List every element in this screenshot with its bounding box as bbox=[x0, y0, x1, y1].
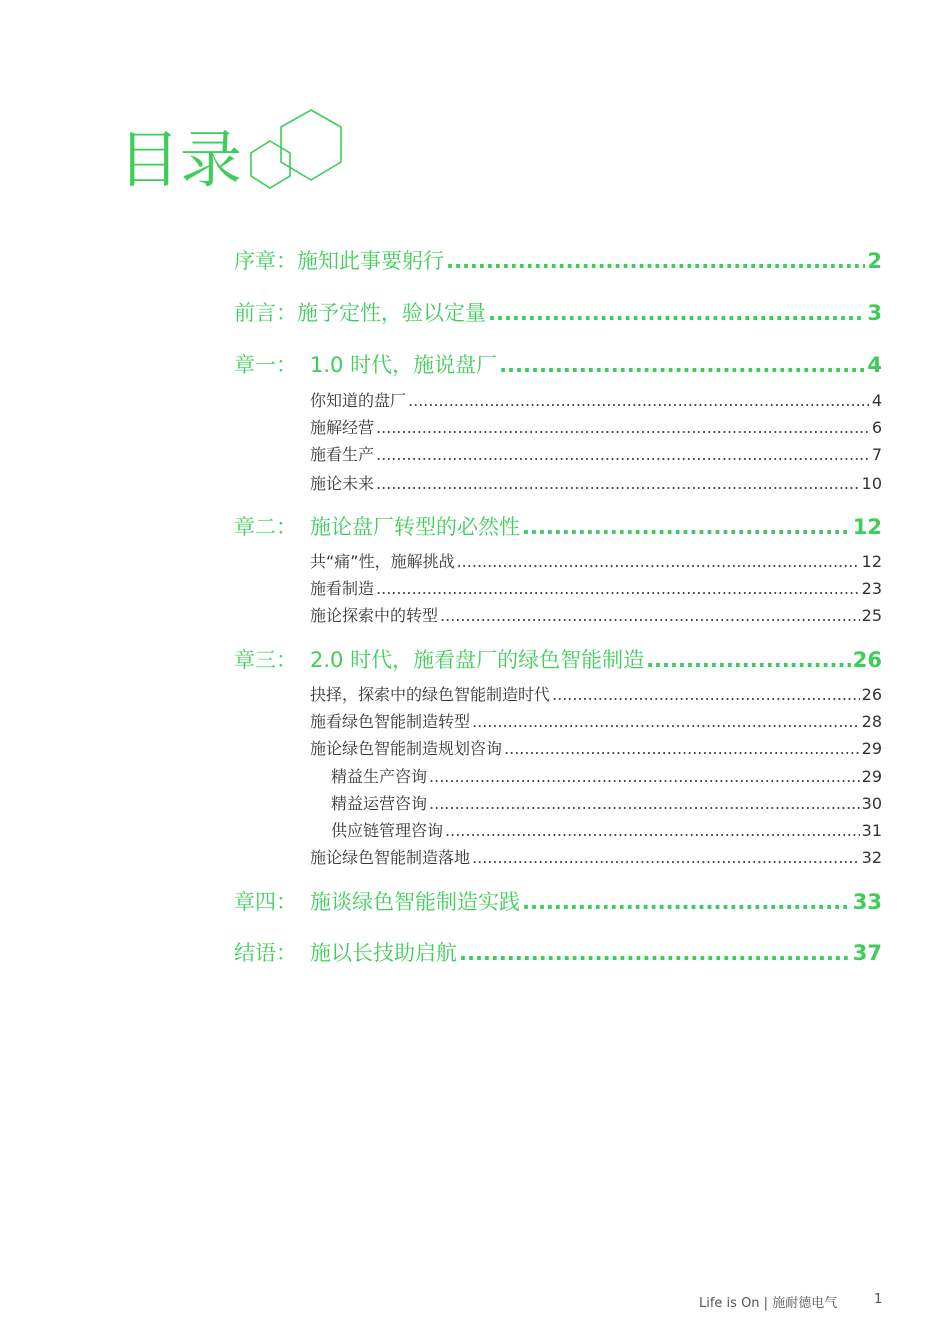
toc-entry-chapter-1[interactable] bbox=[234, 349, 882, 379]
dot-leader bbox=[522, 890, 851, 914]
toc-page-number: 3 bbox=[867, 301, 882, 325]
toc-subentry-label: 供应链管理咨询 bbox=[331, 821, 444, 840]
toc-subentry[interactable] bbox=[310, 682, 882, 705]
dot-leader bbox=[499, 353, 865, 377]
toc-page-number: 12 bbox=[861, 552, 882, 571]
chapter-prefix: 章二： bbox=[234, 515, 297, 539]
toc-page-number: 23 bbox=[861, 579, 882, 598]
toc-entry-chapter-2[interactable] bbox=[234, 511, 882, 541]
toc-entry-label: 施谈绿色智能制造实践 bbox=[310, 890, 520, 914]
toc-page-number: 26 bbox=[861, 685, 882, 704]
toc-page-number: 32 bbox=[861, 848, 882, 867]
toc-page-number: 30 bbox=[861, 794, 882, 813]
toc-entry-chapter-4[interactable] bbox=[234, 886, 882, 916]
toc-subentry-label: 抉择，探索中的绿色智能制造时代 bbox=[310, 685, 551, 704]
toc-subentry-label: 你知道的盘厂 bbox=[310, 391, 407, 410]
title-block bbox=[118, 103, 358, 198]
toc-entry-label: 施论盘厂转型的必然性 bbox=[310, 515, 520, 539]
chapter-prefix: 结语： bbox=[234, 941, 297, 965]
dot-leader bbox=[504, 739, 860, 758]
dot-leader bbox=[646, 648, 851, 672]
dot-leader bbox=[376, 474, 860, 493]
toc-page-number: 33 bbox=[852, 890, 882, 914]
toc-entry-label: 序章：施知此事要躬行 bbox=[234, 249, 444, 273]
toc-page-number: 2 bbox=[867, 249, 882, 273]
toc-entry-conclusion[interactable] bbox=[234, 937, 882, 967]
toc-subentry[interactable] bbox=[310, 709, 882, 732]
toc-subentry[interactable] bbox=[310, 576, 882, 599]
toc-page-number: 4 bbox=[871, 391, 882, 410]
toc-subentry-label: 施看生产 bbox=[310, 445, 375, 464]
dot-leader bbox=[522, 515, 851, 539]
dot-leader bbox=[472, 712, 860, 731]
toc-subentry[interactable] bbox=[310, 471, 882, 494]
toc-subentry-label: 施论未来 bbox=[310, 474, 375, 493]
toc-page-number: 25 bbox=[861, 606, 882, 625]
toc-page-number: 26 bbox=[852, 648, 882, 672]
toc-subentry[interactable] bbox=[310, 845, 882, 868]
footer-brand: Life is On | 施耐德电气 bbox=[699, 1296, 838, 1311]
toc-entry-preface[interactable] bbox=[234, 245, 882, 275]
dot-leader bbox=[445, 821, 860, 840]
toc-subentry-label: 施看绿色智能制造转型 bbox=[310, 712, 471, 731]
toc-subentry[interactable] bbox=[310, 549, 882, 572]
chapter-prefix: 章四： bbox=[234, 890, 297, 914]
toc-subentry[interactable] bbox=[310, 603, 882, 626]
toc-page-number: 12 bbox=[852, 515, 882, 539]
toc-subentry[interactable] bbox=[310, 415, 882, 438]
toc-entry-foreword[interactable] bbox=[234, 297, 882, 327]
toc-subentry-label: 精益生产咨询 bbox=[331, 767, 428, 786]
toc-page-number: 29 bbox=[861, 739, 882, 758]
chapter-prefix: 章三： bbox=[234, 648, 297, 672]
dot-leader bbox=[408, 391, 870, 410]
toc-entry-label: 前言：施予定性，验以定量 bbox=[234, 301, 486, 325]
dot-leader bbox=[429, 794, 860, 813]
hexagon-logo-icon bbox=[248, 103, 358, 198]
toc-subentry[interactable] bbox=[310, 442, 882, 465]
toc-page-number: 29 bbox=[861, 767, 882, 786]
toc-subentry-label: 共“痛”性，施解挑战 bbox=[310, 552, 455, 571]
toc-entry-label: 2.0 时代，施看盘厂的绿色智能制造 bbox=[310, 648, 645, 672]
footer-page-number: 1 bbox=[874, 1292, 883, 1307]
dot-leader bbox=[552, 685, 860, 704]
dot-leader bbox=[376, 579, 860, 598]
toc-entry-label: 施以长技助启航 bbox=[310, 941, 457, 965]
toc-subentry[interactable] bbox=[331, 818, 882, 841]
toc-subentry-label: 施论探索中的转型 bbox=[310, 606, 439, 625]
dot-leader bbox=[440, 606, 860, 625]
toc-subentry-label: 精益运营咨询 bbox=[331, 794, 428, 813]
toc-page-number: 6 bbox=[871, 418, 882, 437]
dot-leader bbox=[429, 767, 860, 786]
toc-entry-chapter-3[interactable] bbox=[234, 644, 882, 674]
toc-subentry[interactable] bbox=[331, 791, 882, 814]
toc-page-number: 31 bbox=[861, 821, 882, 840]
toc-subentry-label: 施看制造 bbox=[310, 579, 375, 598]
toc-page-number: 37 bbox=[852, 941, 882, 965]
toc-subentry[interactable] bbox=[310, 736, 882, 759]
page-title: 目录 bbox=[118, 123, 243, 196]
toc-subentry[interactable] bbox=[310, 388, 882, 411]
dot-leader bbox=[446, 249, 865, 273]
toc-page-number: 4 bbox=[867, 353, 882, 377]
chapter-prefix: 章一： bbox=[234, 353, 297, 377]
toc-entry-label: 1.0 时代，施说盘厂 bbox=[310, 353, 498, 377]
dot-leader bbox=[472, 848, 860, 867]
toc-subentry-label: 施论绿色智能制造规划咨询 bbox=[310, 739, 503, 758]
dot-leader bbox=[376, 445, 870, 464]
dot-leader bbox=[459, 941, 851, 965]
dot-leader bbox=[457, 552, 860, 571]
toc-page-number: 10 bbox=[861, 474, 882, 493]
dot-leader bbox=[376, 418, 870, 437]
dot-leader bbox=[488, 301, 865, 325]
toc-page-number: 7 bbox=[871, 445, 882, 464]
toc-subentry-label: 施解经营 bbox=[310, 418, 375, 437]
toc-subentry[interactable] bbox=[331, 764, 882, 787]
toc-subentry-label: 施论绿色智能制造落地 bbox=[310, 848, 471, 867]
toc-page-number: 28 bbox=[861, 712, 882, 731]
